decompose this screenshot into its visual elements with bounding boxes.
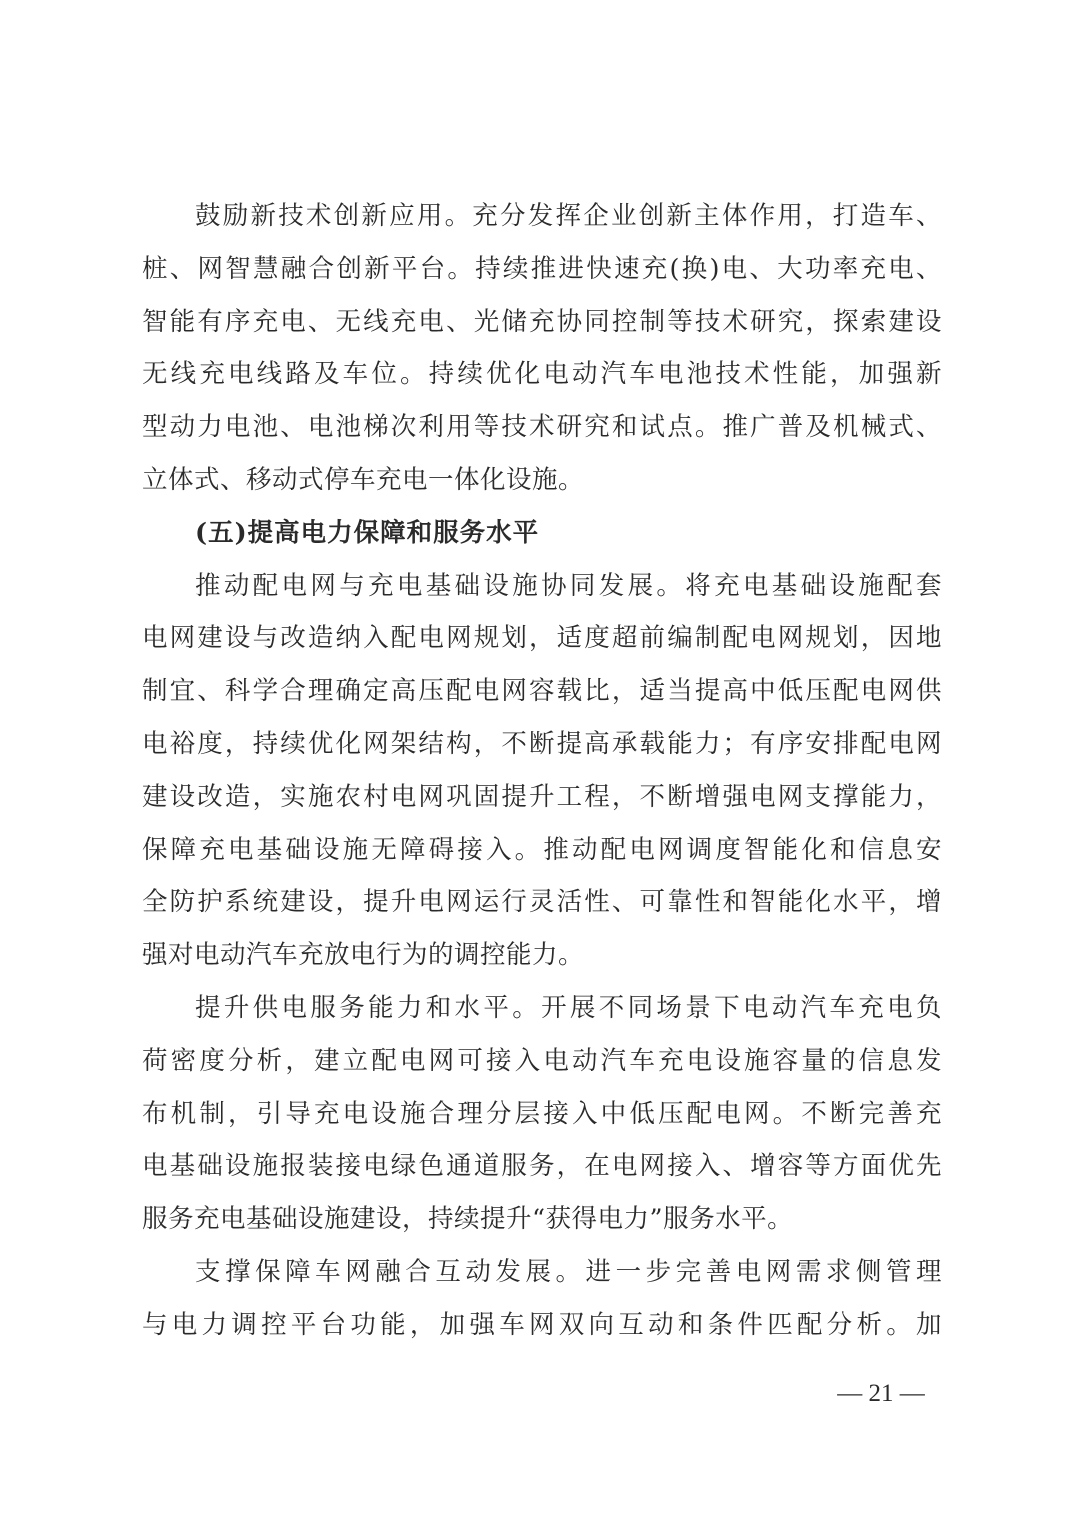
text-line: 电网建设与改造纳入配电网规划，适度超前编制配电网规划，因地 [142, 623, 942, 654]
text-line: 电基础设施报装接电绿色通道服务，在电网接入、增容等方面优先 [142, 1151, 942, 1182]
paragraph-power-service [142, 982, 942, 1246]
text-line: 提升供电服务能力和水平。开展不同场景下电动汽车充电负 [195, 992, 942, 1023]
text-line: 鼓励新技术创新应用。充分发挥企业创新主体作用，打造车、 [195, 201, 942, 231]
document-page [142, 190, 942, 1352]
text-line: 支撑保障车网融合互动发展。进一步完善电网需求侧管理 [195, 1256, 942, 1287]
page-number: — 21 — [837, 1380, 925, 1407]
text-line: 布机制，引导充电设施合理分层接入中低压配电网。不断完善充 [142, 1098, 942, 1129]
text-line: 智能有序充电、无线充电、光储充协同控制等技术研究，探索建设 [142, 306, 942, 337]
text-line: 服务充电基础设施建设，持续提升“获得电力”服务水平。 [142, 1204, 794, 1235]
text-line: 建设改造，实施农村电网巩固提升工程，不断增强电网支撑能力， [142, 781, 942, 812]
paragraph-new-tech-innovation [142, 190, 942, 507]
paragraph-grid-coordination [142, 560, 942, 982]
text-line: 制宜、科学合理确定高压配电网容载比，适当提高中低压配电网供 [142, 676, 942, 707]
text-line: 立体式、移动式停车充电一体化设施。 [142, 464, 585, 495]
text-line: 桩、网智慧融合创新平台。持续推进快速充(换)电、大功率充电、 [142, 253, 942, 284]
text-line: 电裕度，持续优化网架结构，不断提高承载能力；有序安排配电网 [142, 728, 942, 759]
text-line: 荷密度分析，建立配电网可接入电动汽车充电设施容量的信息发 [142, 1045, 942, 1076]
text-line: 无线充电线路及车位。持续优化电动汽车电池技术性能，加强新 [142, 359, 942, 390]
text-line: 全防护系统建设，提升电网运行灵活性、可靠性和智能化水平，增 [142, 887, 942, 918]
text-line: 保障充电基础设施无障碍接入。推动配电网调度智能化和信息安 [142, 834, 942, 865]
text-line: 推动配电网与充电基础设施协同发展。将充电基础设施配套 [195, 570, 942, 601]
section-heading: (五)提高电力保障和服务水平 [195, 517, 540, 548]
text-line: 强对电动汽车充放电行为的调控能力。 [142, 940, 585, 971]
paragraph-vehicle-grid-interaction [142, 1246, 942, 1352]
text-line: 与电力调控平台功能，加强车网双向互动和条件匹配分析。加 [142, 1309, 942, 1340]
text-line: 型动力电池、电池梯次利用等技术研究和试点。推广普及机械式、 [142, 412, 942, 443]
